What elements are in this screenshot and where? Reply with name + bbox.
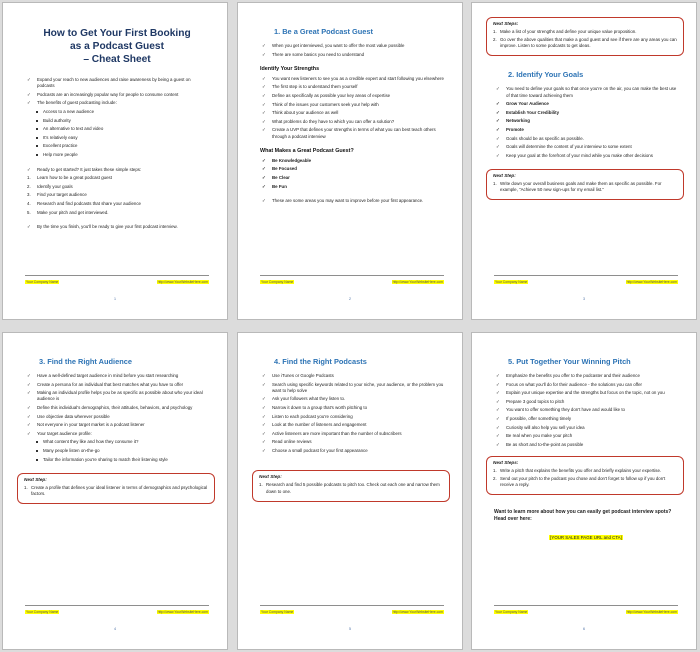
page-number: 1 (114, 297, 116, 301)
list-item: ✓ Podcasts are an increasingly popular way for people to consume content (25, 92, 209, 98)
list-item: ✓ Narrow it down to a group that's worth pitching to (260, 405, 444, 411)
list-item: ✓ Look at the number of listeners and engagement (260, 422, 444, 428)
page-number: 6 (583, 627, 585, 631)
subheading-strengths: Identify Your Strengths (260, 65, 320, 72)
list-item: ✓ Goals will determine the content of your interview to some extent (494, 144, 678, 150)
next-step-label: Next Step: (24, 476, 47, 482)
steps-list (25, 175, 209, 216)
page-footer (494, 605, 678, 614)
footer-website-link[interactable]: http://www.YourWebsiteHere.com (626, 280, 677, 284)
list-item: 1. Research and find 5 possible podcasts to pitch too. Check out each one and narrow them down to one. (259, 482, 440, 494)
list-item: Build authority (34, 118, 209, 124)
page-number: 2 (349, 297, 351, 301)
list-item: 4. Research and find podcasts that share your audience (27, 200, 141, 206)
footer-website-link[interactable]: http://www.YourWebsiteHere.com (157, 280, 208, 284)
footer-company: Your Company Name (261, 610, 294, 614)
title-line-1: How to Get Your First Booking (43, 28, 191, 39)
list-item: ✓ Be as short and to-the-point as possible (494, 442, 678, 448)
page-footer (494, 275, 678, 284)
list-item: ✓ Listen to each podcast you're considering (260, 414, 444, 420)
audience-list (25, 373, 209, 437)
subheading-great-guest: What Makes a Great Podcast Guest? (260, 147, 354, 154)
list-item: Many people listen on-the-go (34, 448, 209, 454)
closing-list (260, 198, 444, 204)
list-item: ✓ These are some areas you may want to improve before your first appearance. (260, 198, 444, 204)
list-item: ✓ Read online reviews (260, 439, 444, 445)
list-item: ✓ There are some basics you need to understand (260, 52, 444, 58)
title-line-2: as a Podcast Guest (70, 41, 164, 52)
list-item: ✓ Search using specific keywords related to your niche, your audience, or the problem you want to help solve (260, 382, 444, 394)
list-item: ✓ Define as specifically as possible your key areas of expertise (260, 93, 444, 99)
footer-website-link[interactable]: http://www.YourWebsiteHere.com (157, 610, 208, 614)
strengths-list (260, 76, 444, 140)
list-item: ✓ Be real when you make your pitch (494, 433, 678, 439)
page-footer (260, 605, 444, 614)
next-step-label: Next Step: (493, 172, 516, 178)
list-item: 1. Learn how to be a great podcast guest (27, 175, 112, 181)
footer-website-link[interactable]: http://www.YourWebsiteHere.com (626, 610, 677, 614)
list-item: ✓ Be Fun (260, 184, 444, 190)
list-item: ✓ Emphasize the benefits you offer to the podcaster and their audience (494, 373, 678, 379)
section-title: 4. Find the Right Podcasts (274, 357, 367, 366)
footer-website-link[interactable]: http://www.YourWebsiteHere.com (392, 610, 443, 614)
list-item: ✓ Focus on what you'll do for their audience - the solutions you can offer (494, 382, 678, 388)
list-item: ✓ Networking (494, 118, 678, 124)
list-item: ✓ Use iTunes or Google Podcasts (260, 373, 444, 379)
section-title: 5. Put Together Your Winning Pitch (508, 357, 631, 366)
next-step-box (252, 470, 450, 501)
intro-list (25, 77, 209, 107)
page-number: 4 (114, 627, 116, 631)
page-4 (2, 332, 228, 650)
next-steps-label: Next Steps: (493, 459, 519, 465)
cta-link-container (494, 535, 678, 541)
list-item: 2. Go over the above qualities that make a good guest and see if there are any areas you can improve. Listen to some podcasts to get ideas. (493, 37, 677, 49)
list-item: Tailor the information you're sharing to match their listening style (34, 457, 209, 463)
profile-list (25, 439, 209, 462)
list-item: ✓ You want to offer something they don't have and would like to (494, 407, 678, 413)
page-1 (2, 2, 228, 320)
list-item: ✓ You want new listeners to see you as a credible expert and start following you elsewhere (260, 76, 444, 82)
next-steps-box (486, 456, 684, 495)
cta-question: Want to learn more about how you can easily get podcast interview spots? Head over here: (494, 509, 672, 523)
next-step-box (486, 169, 684, 200)
list-item: An alternative to text and video (34, 126, 209, 132)
list-item: 2. Identify your goals (27, 183, 73, 189)
page-number: 5 (349, 627, 351, 631)
list-item: 3. Find your target audience (27, 192, 87, 198)
list-item: ✓ Establish Your Credibility (494, 110, 678, 116)
list-item: ✓ Active listeners are more important than the number of subscribers (260, 431, 444, 437)
list-item: Help more people (34, 152, 209, 158)
podcasts-list (260, 373, 444, 454)
list-item: 1. Make a list of your strengths and define your unique value proposition. (493, 29, 637, 35)
page-footer (25, 275, 209, 284)
list-item: ✓ Grow Your Audience (494, 101, 678, 107)
list-item: ✓ The first step is to understand them yourself (260, 84, 444, 90)
list-item: ✓ Use objective data wherever possible (25, 414, 209, 420)
list-item: ✓ What problems do they have to which you can offer a solution? (260, 119, 444, 125)
list-item: ✓ Ready to get started? It just takes these simple steps: (25, 167, 209, 173)
list-item: ✓ Making an individual profile helps you be as specific as possible about who your ideal audience is (25, 390, 209, 402)
list-item: ✓ Not everyone in your target market is a podcast listener (25, 422, 209, 428)
list-item: ✓ Prepare 3 good topics to pitch (494, 399, 678, 405)
list-item: ✓ Expand your reach to new audiences and raise awareness by being a guest on podcasts (25, 77, 209, 89)
footer-company: Your Company Name (495, 280, 528, 284)
list-item: ✓ Explain your unique expertise and the strengths but focus on the topic, not on you (494, 390, 678, 396)
list-item: 1. Write down your overall business goals and make them as specific as possible. For example, "Achieve 50 new sign-ups for my email list." (493, 181, 662, 193)
list-item: 1. Create a profile that defines your ideal listener in terms of demographics and psychological factors. (24, 484, 208, 497)
list-item: ✓ Choose a small podcast for your first appearance (260, 448, 444, 454)
list-item: ✓ Your target audience profile: (25, 431, 209, 437)
page-footer (25, 605, 209, 614)
list-item: ✓ Think of the issues your customers seek your help with (260, 102, 444, 108)
goals-list (494, 86, 678, 159)
list-item: ✓ Be Focused (260, 166, 444, 172)
list-item: ✓ Create a UVP that defines your strengths in terms of what you can best teach others through a podcast interview (260, 127, 444, 139)
great-guest-list (260, 158, 444, 190)
list-item: Excellent practice (34, 143, 209, 149)
list-item: ✓ Be Clear (260, 175, 444, 181)
list-item: ✓ If possible, offer something timely (494, 416, 678, 422)
page-footer (260, 275, 444, 284)
section-title: 1. Be a Great Podcast Guest (274, 27, 373, 36)
list-item: ✓ By the time you finish, you'll be ready to give your first podcast interview. (25, 224, 209, 230)
next-step-label: Next Step: (259, 474, 282, 480)
closing-list (25, 224, 209, 230)
list-item: ✓ Create a persona for an individual that best matches what you have to offer (25, 382, 209, 388)
cheat-sheet-title (25, 27, 209, 66)
list-item: ✓ Keep your goal at the forefront of your mind while you make other decisions (494, 153, 678, 159)
next-step-box (17, 473, 215, 504)
pitch-list (494, 373, 678, 448)
list-item: ✓ The benefits of guest podcasting include: (25, 100, 209, 106)
footer-company: Your Company Name (261, 280, 294, 284)
page-5 (237, 332, 463, 650)
list-item: ✓ Ask your followers what they listen to. (260, 396, 444, 402)
list-item: ✓ Promote (494, 127, 678, 133)
list-item: 5. Make your pitch and get interviewed. (27, 209, 109, 215)
next-steps-box (486, 17, 684, 56)
list-item: 1. Write a pitch that explains the benefits you offer and briefly explains your expertise. (493, 468, 662, 474)
list-item: What content they like and how they consume it? (34, 439, 209, 445)
list-item: ✓ Have a well-defined target audience in mind before you start researching (25, 373, 209, 379)
list-item: ✓ Think about your audience as well (260, 110, 444, 116)
section-title: 3. Find the Right Audience (39, 357, 132, 366)
cta-sales-link[interactable]: [YOUR SALES PAGE URL and CTA] (550, 535, 622, 541)
page-6 (471, 332, 697, 650)
ready-list (25, 167, 209, 173)
list-item: ✓ Goals should be as specific as possible. (494, 136, 678, 142)
list-item: It's relatively easy (34, 135, 209, 141)
list-item: ✓ Be Knowledgeable (260, 158, 444, 164)
list-item: ✓ When you get interviewed, you want to offer the most value possible (260, 43, 444, 49)
list-item: Access to a new audience (34, 109, 209, 115)
footer-company: Your Company Name (26, 610, 59, 614)
benefits-list (25, 109, 209, 158)
list-item: 2. Send out your pitch to the podcast you chose and don't forget to follow up if you don't receive a reply. (493, 476, 666, 488)
page-number: 3 (583, 297, 585, 301)
footer-company: Your Company Name (495, 610, 528, 614)
footer-company: Your Company Name (26, 280, 59, 284)
next-steps-label: Next Steps: (493, 21, 519, 26)
intro-list (260, 43, 444, 58)
footer-website-link[interactable]: http://www.YourWebsiteHere.com (392, 280, 443, 284)
list-item: ✓ You need to define your goals so that once you're on the air, you can make the best use of that time toward achieving them (494, 86, 678, 98)
list-item: ✓ Define this individual's demographics, their attitudes, behaviors, and psychology (25, 405, 209, 411)
list-item: ✓ Curiosity will also help you sell your idea (494, 425, 678, 431)
page-2 (237, 2, 463, 320)
page-3 (471, 2, 697, 320)
section-title: 2. Identify Your Goals (508, 70, 584, 80)
title-line-3: – Cheat Sheet (83, 54, 151, 65)
